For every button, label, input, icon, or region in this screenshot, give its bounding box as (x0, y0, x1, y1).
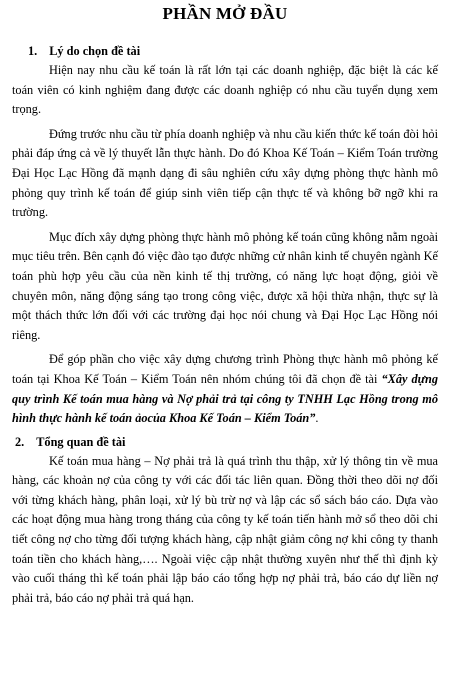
paragraph: Hiện nay nhu cầu kế toán là rất lớn tại các doanh nghiệp, đặc biệt là các kế toán viên có kinh nghiệm đang được các doanh nghiệp có nhu cầu tuyển dụng xem trọng. (12, 63, 438, 117)
section-title: Tổng quan đề tài (36, 434, 126, 449)
paragraph: Mục đích xây dựng phòng thực hành mô phỏng kế toán cũng không nằm ngoài mục tiêu trên. Bên cạnh đó việc đào tạo được những cử nhân kinh tế chuyên ngành Kế toán phù hợp yêu cầu của nền kinh tế thị trường, có năng lực hoạt động, giỏi về chuyên môn, năng động sáng tạo trong công việc, được xã hội thừa nhận, thực sự là một thách thức lớn đối với các trường đại học nói chung và Đại Học Lạc Hồng nói riêng. (12, 229, 438, 342)
section-number: 1. (28, 44, 38, 58)
section-heading-overview (12, 434, 438, 450)
page-title: PHẦN MỞ ĐẦU (162, 4, 288, 23)
section-heading-reason (12, 43, 438, 59)
paragraph: Đứng trước nhu cầu từ phía doanh nghiệp và nhu cầu kiến thức kế toán đòi hỏi phải đáp ứng cả về lý thuyết lẫn thực hành. Do đó Khoa Kế Toán – Kiểm Toán trường Đại Học Lạc Hồng đã mạnh dạng đi sâu nghiên cứu xây dựng phòng thực hành mô phỏng quy trình kế toán để giúp sinh viên tiếp cận thực tế và không bỡ ngỡ khi ra trường. (12, 126, 438, 220)
paragraph-topic-tail: . (315, 411, 319, 426)
topic-title-emphasis: “Xây dựng quy trình Kế toán mua hàng và Nợ phải trả tại công ty TNHH Lạc Hồng trong mô hình thực hành kế toán ảocủa Khoa Kế Toán – Kiểm Toán” (12, 371, 438, 426)
section-number: 2. (15, 434, 25, 449)
paragraph-topic-lead: Để góp phần cho việc xây dựng chương trình Phòng thực hành mô phỏng kế toán tại Khoa Kế Toán – Kiểm Toán nên nhóm chúng tôi đã chọn đề tài (12, 352, 438, 386)
paragraph: Kế toán mua hàng – Nợ phải trả là quá trình thu thập, xử lý thông tin về mua hàng, các khoản nợ của công ty với các đối tác liên quan. Đồng thời theo dõi nợ đối với từng khách hàng, phân loại, xử lý bù trừ nợ và lập các sổ sách báo cáo. Dựa vào các hoạt động mua hàng trong tháng của công ty kế toán tiến hành mở sổ theo dõi chi tiết công nợ cho từng đối tượng khách hàng, cập nhật giảm công nợ khi công ty thanh toán tiền cho khách hàng,…. Ngoài việc cập nhật thường xuyên như thế thì định kỳ vào cuối tháng thì kế toán phải lập báo cáo tổng hợp nợ phải trả, báo cáo dự liền nợ phải trả, báo cáo nợ phải trả quá hạn. (12, 453, 438, 605)
paragraph-topic (12, 350, 438, 428)
section-title: Lý do chọn đề tài (49, 44, 141, 58)
